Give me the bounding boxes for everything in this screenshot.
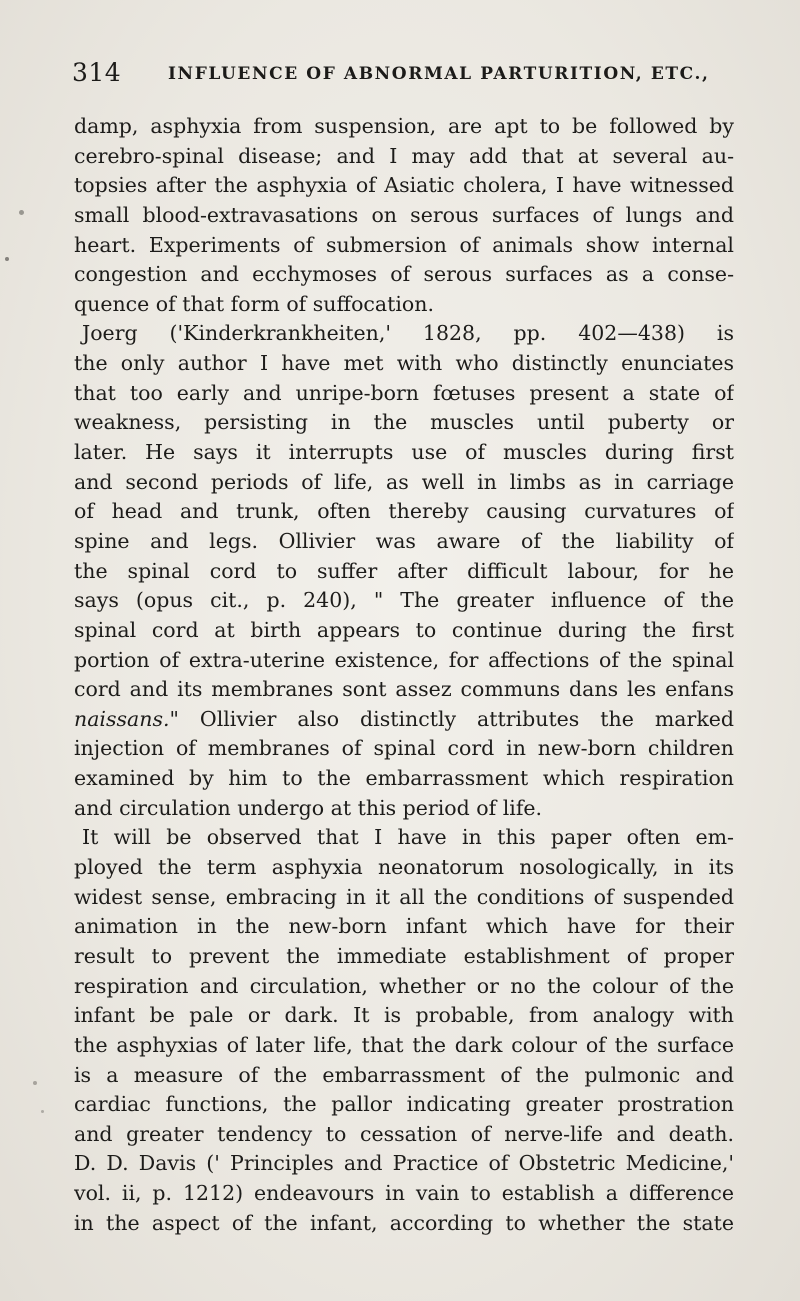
text-line: widest sense, embracing in it all the conditions of suspended [74, 884, 734, 909]
text-line: later. He says it interrupts use of muscles during first [74, 440, 734, 465]
paragraph-start-line: It will be observed that I have in this paper often em- [82, 825, 734, 850]
text-line: ployed the term asphyxia neonatorum nosologically, in its [74, 855, 734, 880]
text-line: vol. ii, p. 1212) endeavours in vain to establish a difference [74, 1181, 734, 1206]
text-line: portion of extra-uterine existence, for affections of the spinal [74, 647, 734, 672]
text-line: quence of that form of suffocation. [74, 291, 434, 316]
text-line: injection of membranes of spinal cord in new-born children [74, 736, 734, 761]
text-line: congestion and ecchymoses of serous surfaces as a conse- [74, 262, 734, 287]
text-line: the spinal cord to suffer after difficult labour, for he [74, 558, 734, 583]
text-line: is a measure of the embarrassment of the pulmonic and [74, 1062, 734, 1087]
text-line: says (opus cit., p. 240), " The greater influence of the [74, 588, 734, 613]
text-line: and greater tendency to cessation of nerve-life and death. [74, 1121, 734, 1146]
text-line: animation in the new-born infant which have for their [74, 914, 734, 939]
running-head: INFLUENCE OF ABNORMAL PARTURITION, ETC., [168, 64, 710, 84]
text-line: of head and trunk, often thereby causing curvatures of [74, 499, 734, 524]
paper-speck [19, 210, 24, 215]
text-line: cerebro-spinal disease; and I may add that at several au- [74, 143, 734, 168]
paragraph-start-line: Joerg ('Kinderkrankheiten,' 1828, pp. 402—438) is [82, 321, 734, 346]
italic-word: naissans. [74, 706, 170, 731]
text-line: and second periods of life, as well in limbs as in carriage [74, 469, 734, 494]
text-line: result to prevent the immediate establishment of proper [74, 943, 734, 968]
text-line: heart. Experiments of submersion of animals show internal [74, 232, 734, 257]
text-line: weakness, persisting in the muscles until puberty or [74, 410, 734, 435]
text-line: D. D. Davis (' Principles and Practice of Obstetric Medicine,' [74, 1151, 734, 1176]
text-line: and circulation undergo at this period of life. [74, 795, 543, 820]
text-line: examined by him to the embarrassment which respiration [74, 766, 734, 791]
page-number: 314 [72, 58, 122, 87]
text-line: the only author I have met with who distinctly enunciates [74, 351, 734, 376]
text-line: spine and legs. Ollivier was aware of the liability of [74, 528, 734, 553]
paper-speck [5, 257, 9, 261]
text-line: small blood-extravasations on serous surfaces of lungs and [74, 202, 734, 227]
paper-speck [41, 1110, 44, 1113]
paper-speck [33, 1081, 37, 1085]
text-line: spinal cord at birth appears to continue during the first [74, 617, 734, 642]
text-line: cord and its membranes sont assez communs dans les enfans [74, 677, 734, 702]
text-line-italic-start: naissans." Ollivier also distinctly attributes the marked [74, 706, 734, 731]
text-line: cardiac functions, the pallor indicating greater prostration [74, 1092, 734, 1117]
body-text [74, 112, 734, 1238]
text-line: respiration and circulation, whether or no the colour of the [74, 973, 734, 998]
page-header [72, 58, 734, 98]
text-line: in the aspect of the infant, according to whether the state [74, 1210, 734, 1235]
text-line: the asphyxias of later life, that the dark colour of the surface [74, 1032, 734, 1057]
text-line: damp, asphyxia from suspension, are apt to be followed by [74, 114, 734, 138]
text-line: topsies after the asphyxia of Asiatic cholera, I have witnessed [74, 173, 734, 198]
text-line: infant be pale or dark. It is probable, from analogy with [74, 1003, 734, 1028]
text-line: that too early and unripe-born fœtuses present a state of [74, 380, 734, 405]
